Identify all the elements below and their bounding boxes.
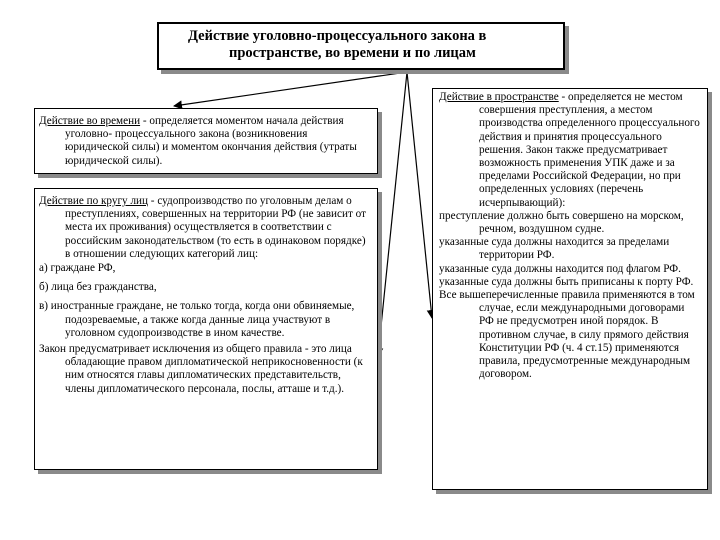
space-heading: Действие в пространстве (439, 91, 559, 103)
space-intro: - определяется не местом совершения преступления, а местом производства определенного процессуального действия и принятия процессуального решения. Закон также предусматривает возможность применения УПК даже и за пределами Российской Федерации, но при определенных условиях (перечень исчерпывающий): (479, 91, 700, 209)
diagram-title (157, 22, 565, 70)
persons-item-a: а) граждане РФ, (39, 262, 116, 275)
persons-box (34, 188, 378, 470)
space-condition-2: указанные суда должны находится за пределами территории РФ. (439, 236, 670, 262)
arrow-to-time (174, 72, 407, 106)
title-line-1: Действие уголовно-процессуального закона в (188, 28, 487, 44)
persons-intro: - судопроизводство по уголовным делам о преступлениях, совершенных на территории РФ (не зависит от места их проживания) осуществляется в соответствии с российским законодательством (то есть в одинаковом порядке) в отношении следующих категорий лиц: (65, 195, 367, 260)
time-text (39, 115, 371, 168)
persons-item-c: в) иностранные граждане, не только тогда, когда они обвиняемые, подозреваемые, а также когда данные лица участвуют в уголовном судопроизводстве в ином качестве. (39, 300, 355, 339)
persons-heading: Действие по кругу лиц (39, 195, 148, 207)
persons-exception: Закон предусматривает исключения из общего правила - это лица обладающие правом дипломатической неприкосновенности (к ним относятся главы дипломатических представительств, члены дипломатического персонала, послы, атташе и т.д.). (39, 343, 363, 395)
time-box (34, 108, 378, 174)
space-condition-1: преступление должно быть совершено на морском, речном, воздушном судне. (439, 209, 684, 236)
persons-item-b: б) лица без гражданства, (39, 281, 157, 294)
arrow-to-space (407, 72, 432, 318)
persons-intro-paragraph (39, 195, 371, 261)
time-heading: Действие во времени (39, 115, 141, 127)
space-intro-paragraph (439, 91, 701, 210)
space-closing: Все вышеперечисленные правила применяются в том случае, если международными договорами РФ не предусмотрен иной порядок. В противном случае, в силу прямого действия Конституции РФ (ч. 4 ст.15) применяются правила, предусмотренные международным договором. (439, 289, 695, 381)
space-condition-3: указанные суда должны находится под флагом РФ. (439, 262, 681, 275)
arrow-to-persons (378, 72, 407, 356)
space-condition-4: указанные суда должны быть приписаны к порту РФ. (439, 275, 694, 288)
time-description: - определяется моментом начала действия уголовно- процессуального закона (возникновения юридической силы) и моментом окончания действия (утраты юридической силы). (65, 115, 357, 167)
space-box (432, 88, 708, 490)
title-line-2: пространстве, во времени и по лицам (229, 45, 476, 61)
